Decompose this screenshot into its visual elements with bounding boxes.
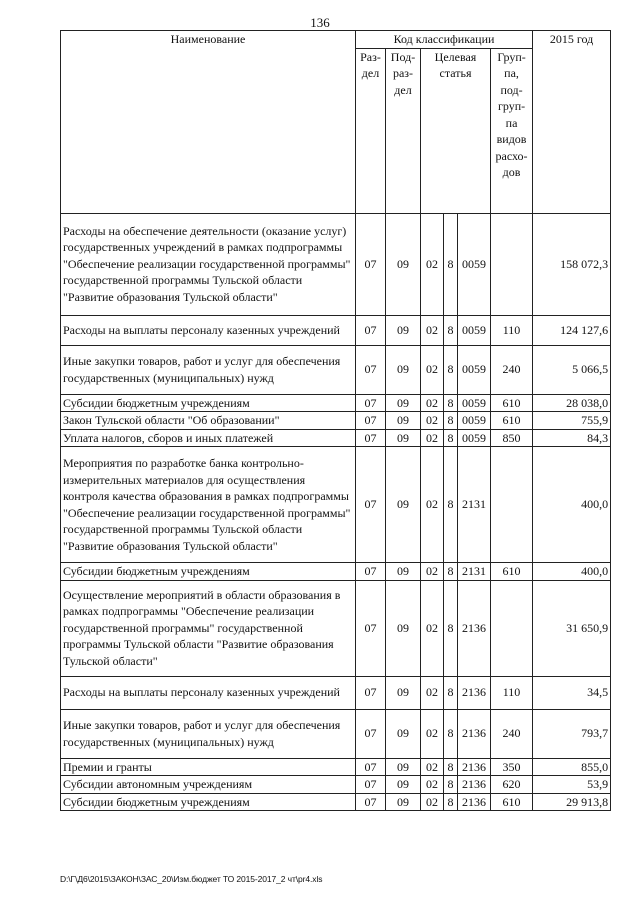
- table-row: [61, 345, 611, 394]
- row-name: Осуществление мероприятий в области образования в рамках подпрограммы "Обеспечение реализации государственной программы" государственной программы Тульской области "Развитие образования Тульской области": [61, 580, 356, 676]
- row-expense-group: 350: [491, 758, 533, 776]
- row-target-item: 2131: [458, 447, 491, 563]
- header-classification: Код классификации: [356, 31, 533, 49]
- row-name: Премии и гранты: [61, 758, 356, 776]
- row-expense-group: 240: [491, 709, 533, 758]
- row-target-item: 0059: [458, 345, 491, 394]
- table-row: [61, 758, 611, 776]
- row-target-item: 0059: [458, 394, 491, 412]
- row-amount: 34,5: [533, 676, 611, 709]
- row-target-item: 0059: [458, 429, 491, 447]
- table-row: [61, 213, 611, 315]
- row-razdel: 07: [356, 709, 386, 758]
- row-razdel: 07: [356, 345, 386, 394]
- row-amount: 84,3: [533, 429, 611, 447]
- row-expense-group: 620: [491, 776, 533, 794]
- row-expense-group: 850: [491, 429, 533, 447]
- row-target-subprogram: 8: [444, 793, 458, 811]
- row-target-item: 2136: [458, 676, 491, 709]
- row-expense-group: 110: [491, 315, 533, 345]
- row-target-program: 02: [421, 776, 444, 794]
- row-target-subprogram: 8: [444, 315, 458, 345]
- row-target-subprogram: 8: [444, 709, 458, 758]
- table-row: [61, 394, 611, 412]
- table-row: [61, 580, 611, 676]
- row-razdel: 07: [356, 213, 386, 315]
- header-podrazdel: Под- раз- дел: [386, 48, 421, 213]
- row-amount: 755,9: [533, 412, 611, 430]
- row-target-subprogram: 8: [444, 758, 458, 776]
- row-target-program: 02: [421, 345, 444, 394]
- row-podrazdel: 09: [386, 345, 421, 394]
- row-target-item: 2136: [458, 580, 491, 676]
- row-razdel: 07: [356, 447, 386, 563]
- row-name: Иные закупки товаров, работ и услуг для обеспечения государственных (муниципальных) нужд: [61, 345, 356, 394]
- row-name: Мероприятия по разработке банка контрольно-измерительных материалов для осуществления контроля качества образования в рамках подпрограммы "Обеспечение реализации государственной программы" государственной программы Тульской области "Развитие образования Тульской области": [61, 447, 356, 563]
- row-target-subprogram: 8: [444, 394, 458, 412]
- row-amount: 400,0: [533, 563, 611, 581]
- row-podrazdel: 09: [386, 429, 421, 447]
- row-amount: 28 038,0: [533, 394, 611, 412]
- row-expense-group: [491, 447, 533, 563]
- row-target-subprogram: 8: [444, 345, 458, 394]
- row-podrazdel: 09: [386, 412, 421, 430]
- row-expense-group: 610: [491, 394, 533, 412]
- budget-table: [60, 30, 611, 811]
- header-group: Груп- па, под- груп- па видов расхо- дов: [491, 48, 533, 213]
- row-target-item: 0059: [458, 213, 491, 315]
- row-podrazdel: 09: [386, 394, 421, 412]
- row-name: Субсидии бюджетным учреждениям: [61, 394, 356, 412]
- row-target-program: 02: [421, 676, 444, 709]
- row-razdel: 07: [356, 776, 386, 794]
- row-podrazdel: 09: [386, 447, 421, 563]
- row-target-subprogram: 8: [444, 563, 458, 581]
- row-target-item: 2136: [458, 793, 491, 811]
- header-year: 2015 год: [533, 31, 611, 214]
- header-target: Целевая статья: [421, 48, 491, 213]
- row-target-item: 0059: [458, 412, 491, 430]
- row-podrazdel: 09: [386, 676, 421, 709]
- row-razdel: 07: [356, 394, 386, 412]
- row-name: Расходы на выплаты персоналу казенных учреждений: [61, 676, 356, 709]
- file-path-footer: D:\Г\Д6\2015\ЗАКОН\ЗАС_20\Изм.бюджет ТО 2015-2017_2 чт\pr4.xls: [60, 874, 323, 884]
- row-target-program: 02: [421, 447, 444, 563]
- row-razdel: 07: [356, 429, 386, 447]
- row-target-program: 02: [421, 315, 444, 345]
- row-target-program: 02: [421, 793, 444, 811]
- row-target-subprogram: 8: [444, 776, 458, 794]
- table-row: [61, 315, 611, 345]
- row-amount: 31 650,9: [533, 580, 611, 676]
- row-target-program: 02: [421, 709, 444, 758]
- row-expense-group: [491, 213, 533, 315]
- row-name: Субсидии бюджетным учреждениям: [61, 563, 356, 581]
- row-expense-group: 610: [491, 412, 533, 430]
- row-razdel: 07: [356, 758, 386, 776]
- row-target-item: 2136: [458, 758, 491, 776]
- row-podrazdel: 09: [386, 315, 421, 345]
- row-podrazdel: 09: [386, 563, 421, 581]
- table-row: [61, 709, 611, 758]
- row-target-program: 02: [421, 580, 444, 676]
- row-amount: 855,0: [533, 758, 611, 776]
- row-expense-group: 610: [491, 793, 533, 811]
- row-amount: 29 913,8: [533, 793, 611, 811]
- row-podrazdel: 09: [386, 580, 421, 676]
- row-amount: 793,7: [533, 709, 611, 758]
- row-target-item: 0059: [458, 315, 491, 345]
- row-target-subprogram: 8: [444, 676, 458, 709]
- row-target-subprogram: 8: [444, 429, 458, 447]
- row-podrazdel: 09: [386, 709, 421, 758]
- page-number: 136: [310, 15, 330, 30]
- row-amount: 158 072,3: [533, 213, 611, 315]
- row-target-program: 02: [421, 429, 444, 447]
- row-target-subprogram: 8: [444, 412, 458, 430]
- row-name: Расходы на выплаты персоналу казенных учреждений: [61, 315, 356, 345]
- table-row: [61, 793, 611, 811]
- row-expense-group: 610: [491, 563, 533, 581]
- row-target-program: 02: [421, 758, 444, 776]
- row-name: Уплата налогов, сборов и иных платежей: [61, 429, 356, 447]
- row-expense-group: 110: [491, 676, 533, 709]
- table-body: [61, 213, 611, 811]
- row-amount: 53,9: [533, 776, 611, 794]
- row-name: Субсидии автономным учреждениям: [61, 776, 356, 794]
- table-row: [61, 412, 611, 430]
- row-podrazdel: 09: [386, 793, 421, 811]
- row-razdel: 07: [356, 315, 386, 345]
- row-podrazdel: 09: [386, 758, 421, 776]
- row-target-program: 02: [421, 412, 444, 430]
- table-row: [61, 429, 611, 447]
- row-target-item: 2131: [458, 563, 491, 581]
- table-row: [61, 676, 611, 709]
- row-target-item: 2136: [458, 709, 491, 758]
- row-name: Расходы на обеспечение деятельности (оказание услуг) государственных учреждений в рамках подпрограммы "Обеспечение реализации государственной программы" государственной программы Тульской области "Развитие образования Тульской области": [61, 213, 356, 315]
- row-name: Иные закупки товаров, работ и услуг для обеспечения государственных (муниципальных) нужд: [61, 709, 356, 758]
- row-target-subprogram: 8: [444, 447, 458, 563]
- row-razdel: 07: [356, 580, 386, 676]
- row-expense-group: 240: [491, 345, 533, 394]
- row-amount: 124 127,6: [533, 315, 611, 345]
- row-podrazdel: 09: [386, 213, 421, 315]
- row-amount: 5 066,5: [533, 345, 611, 394]
- row-razdel: 07: [356, 793, 386, 811]
- table-row: [61, 776, 611, 794]
- row-amount: 400,0: [533, 447, 611, 563]
- row-name: Субсидии бюджетным учреждениям: [61, 793, 356, 811]
- row-target-program: 02: [421, 563, 444, 581]
- row-razdel: 07: [356, 676, 386, 709]
- row-target-item: 2136: [458, 776, 491, 794]
- table-row: [61, 447, 611, 563]
- row-target-subprogram: 8: [444, 580, 458, 676]
- row-expense-group: [491, 580, 533, 676]
- row-name: Закон Тульской области "Об образовании": [61, 412, 356, 430]
- row-razdel: 07: [356, 412, 386, 430]
- row-target-program: 02: [421, 394, 444, 412]
- table-row: [61, 563, 611, 581]
- header-razdel: Раз- дел: [356, 48, 386, 213]
- row-target-program: 02: [421, 213, 444, 315]
- row-podrazdel: 09: [386, 776, 421, 794]
- row-razdel: 07: [356, 563, 386, 581]
- row-target-subprogram: 8: [444, 213, 458, 315]
- header-name: Наименование: [61, 31, 356, 214]
